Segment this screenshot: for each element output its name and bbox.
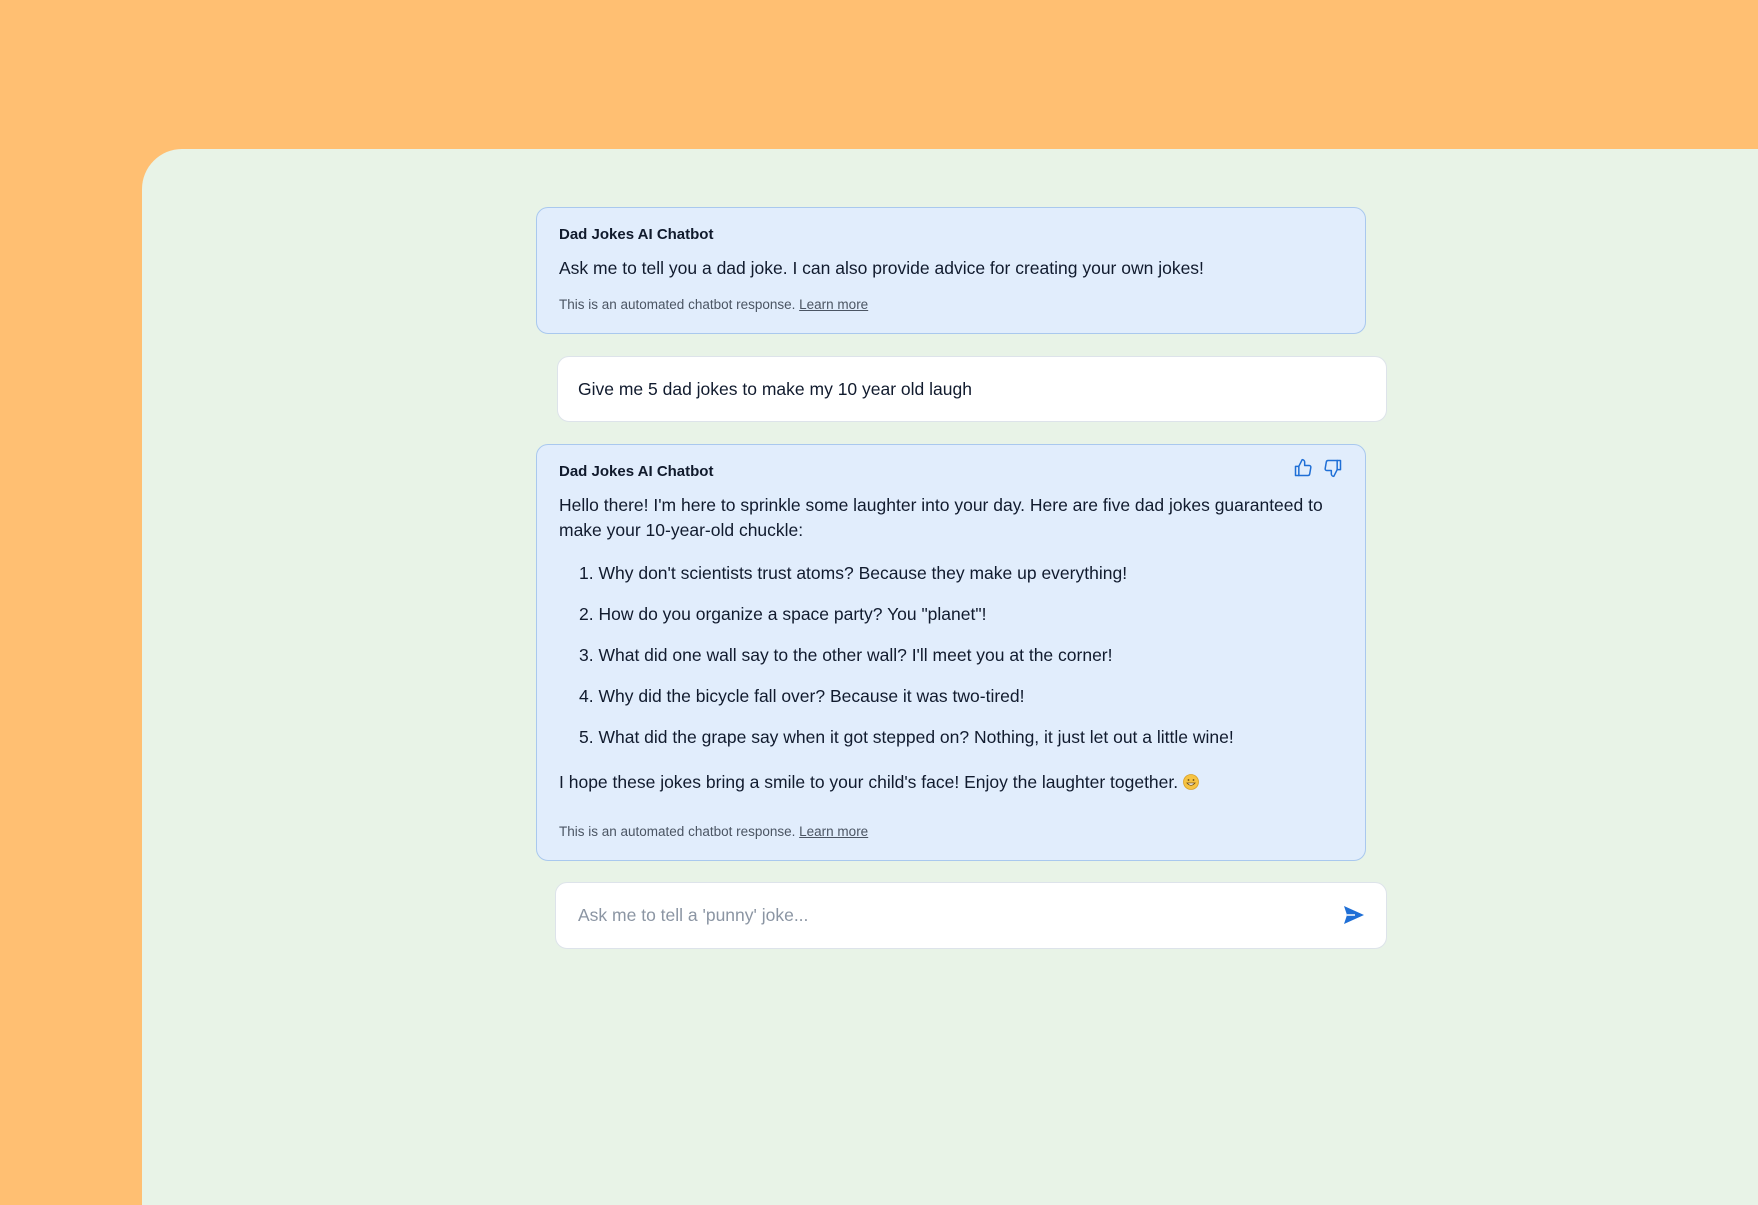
learn-more-link[interactable]: Learn more [799, 824, 869, 839]
automated-response-text: This is an automated chatbot response. [559, 297, 796, 312]
jokes-list [559, 561, 1343, 750]
send-icon[interactable] [1342, 903, 1368, 929]
message-input[interactable] [576, 904, 1342, 927]
bot-message-text: Ask me to tell you a dad joke. I can also provide advice for creating your own jokes! [559, 258, 1204, 278]
bot-message-intro [536, 207, 1366, 334]
automated-response-notice [559, 297, 868, 313]
user-message-text: Give me 5 dad jokes to make my 10 year old laugh [578, 378, 972, 399]
closing-text: I hope these jokes bring a smile to your child's face! Enjoy the laughter together. [559, 772, 1179, 792]
bot-author-name: Dad Jokes AI Chatbot [559, 463, 714, 480]
message-composer [555, 882, 1387, 949]
list-item: Why don't scientists trust atoms? Because they make up everything! [598, 563, 1128, 583]
list-item: Why did the bicycle fall over? Because it was two-tired! [598, 686, 1025, 706]
thumbs-up-icon[interactable] [1293, 458, 1313, 478]
user-message [557, 356, 1387, 422]
grinning-face-icon [1183, 772, 1199, 788]
bot-reply-closing [559, 770, 1343, 795]
automated-response-notice [559, 824, 868, 840]
list-item: What did the grape say when it got stepped on? Nothing, it just let out a little wine! [598, 727, 1234, 747]
bot-author-name: Dad Jokes AI Chatbot [559, 226, 714, 243]
list-item: How do you organize a space party? You "planet"! [598, 604, 987, 624]
automated-response-text: This is an automated chatbot response. [559, 824, 796, 839]
feedback-buttons [1293, 458, 1343, 478]
learn-more-link[interactable]: Learn more [799, 297, 869, 312]
bot-message-reply [536, 444, 1366, 861]
bot-reply-intro: Hello there! I'm here to sprinkle some laughter into your day. Here are five dad jokes guaranteed to make your 10-year-old chuckle: [559, 495, 1323, 540]
list-item: What did one wall say to the other wall? I'll meet you at the corner! [598, 645, 1113, 665]
thumbs-down-icon[interactable] [1323, 458, 1343, 478]
